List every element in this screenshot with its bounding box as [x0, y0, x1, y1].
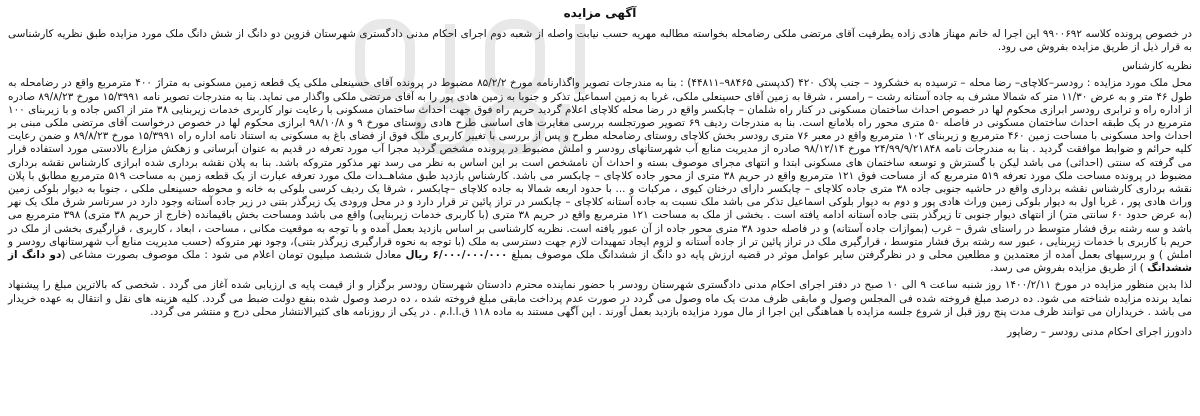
expert-opinion-text-end: ) از طریق مزایده بفروش می رسد. — [990, 262, 1148, 275]
share-phrase: دو دانگ از ششدانگ — [8, 249, 1192, 275]
auction-details-paragraph: لذا بدین منظور مزایده در مورخ ۱۴۰۰/۲/۱۱ روز شنبه ساعت ۹ الی ۱۰ صبح در دفتر اجرای احکام مدنی دادگستری شهرستان رودسر با حضور نماینده محترم دادستان شهرستان رودسر برگزار و از قیمت پایه ی ارزیابی شده آغاز می گردد . شخصی که بالاترین مبلغ را پیشنهاد نماید برنده مزایده شناخته می شود. ده درصد مبلغ فروخته شده فی المجلس وصول و مابقی ظرف مدت یک ماه وصول می گردد در صورت عدم پرداخت مابقی مبلغ فروخته شده ، ده درصد وصول شده بنفع دولت ضبط می گردد. کلیه هزینه های نقل و انتقال به عهده خریدار می باشد . خریداران می توانند ظرف مدت پنج روز قبل از شروع جلسه مزایده با هماهنگی این اجرا از مال مورد مزایده بازدید بعمل آورند . این آگهی مستند به ماده ۱۱۸ ق.ا.ا.م . در یکی از روزنامه های کثیرالانتشار محلی درج و منتشر می گردد. — [8, 279, 1192, 318]
notice-title: آگهی مزایده — [563, 6, 637, 20]
expert-opinion-paragraph — [8, 77, 1192, 275]
intro-paragraph: در خصوص پرونده کلاسه ۹۹۰۰۶۹۲ این اجرا له خانم مهناز هادی زاده یطرفیت آقای مرتضی ملکی رضامحله بخواسته مطالبه مهریه حسب نیابت واصله از شعبه دوم اجرای احکام مدنی دادگستری شهرستان قزوین دو دانگ از شش دانگ ملک مورد مزایده طبق نظریه کارشناسی به قرار ذیل از طریق مزایده بفروش می رود. — [8, 28, 1192, 54]
expert-opinion-text-continued: معادل ششصد میلیون تومان اعلام می شود : ملک موصوف بصورت مشاعی ( — [61, 249, 406, 262]
signature-line: دادورز اجرای احکام مدنی رودسر – رضاپور — [1007, 326, 1192, 339]
base-price-amount: ۶/۰۰۰/۰۰۰/۰۰۰ ریال — [405, 249, 508, 262]
section-heading-expert-opinion: نظریه کارشناس — [1122, 60, 1192, 73]
expert-opinion-text: محل ملک مورد مزایده : رودسر–کلاچای– رضا محله – ترسیده به خشکرود – جنب پلاک ۴۲۰ (کدپستی ۹۸۴۶۵–۴۴۸۱۱) : بنا به مندرجات تصویر واگذارنامه مورخ ۸۵/۲/۲ مضبوط در پرونده آقای حسینعلی ملکی یک قطعه زمین مسکونی به متراژ ۴۰۰ مترمربع واقع در رضامحله به طول ۴۶ متر و به عرض ۱۱/۳۰ متر که شمالا مشرف به جاده آستانه رشت – رامسر ، شرقا به زمین آقای حسینعلی ملکی، غربا به زمین اسماعیل تذکر و جنوبا به زمین هادی پور را به آقای مرتضی ملکی واگذار می نماید. بنا به مندرجات تصویر نامه ۱۵/۳۹۹۱ مورخ ۸۹/۸/۲۳ صادره از اداره راه و ترابری رودسر ابرازی محکوم لها در خصوص احداث ساختمان مسکونی در کنار راه شلمان – چابکسر واقع در رضا محله کلاچای اعلام گردید حریم راه فوق جهت احداث ساختمان مسکونی با رعایت نوار کاربری خدمات زیربنایی ۳۸ متر از اکس جاده و با زیربنای ۱۰۰ مترمربع در یک طبقه احداث ساختمان مسکونی در فاصله ۵۰ متری محور راه بلامانع است. بنا به مندرجات ردیف ۶۹ تصویر صورتجلسه بررسی مغایرت های اساسی طرح هادی روستای مورخ ۹ و ۹۸/۱۰/۸ ابرازی محکوم لها در خصوص درخواست آقای مرتضی ملکی مبنی بر احداث واحد مسکونی با مساحت زمین ۴۶۰ مترمربع و زیربنای ۱۰۲ مترمربع واقع در معبر ۷۶ متری رودسر بخش کلاچای روستای رضامحله مطرح و پس از بررسی با تغییر کاربری ملک فوق از فضای باغ به مسکونی به استناد نامه اداره راه ۱۵/۳۹۹۱ مورخ ۸۹/۸/۲۳ و ضمن رعایت کلیه حرائم و ضوابط موافقت گردید . بنا به مندرجات نامه ۲۴/۹۹/۹/۲۱۸۴۸ مورخ ۹۸/۱۲/۱۴ صادره از مدیریت منابع آب شهرستانهای رودسر و املش مضبوط در پرونده مشخص گردید مجرا آب مورد تعرفه در قدیم به عنوان آبرسانی و زهکش مزارع بالادستی مورد استفاده قرار می گرفته که سنتی (احداثی) می باشد لیکن با گسترش و توسعه ساختمان های مسکونی ابتدا و انتهای مجرای موصوف بسته و احداث آن نامشخص است بر این اساس به نظر می رسد نهر مذکور متروکه باشد. بنا به پلان نقشه برداری شده ابرازی کارشناس نقشه برداری مضبوط در پرونده مساحت ملک مورد تعرفه ۵۱۹ مترمربع که از مساحت فوق ۱۲۱ مترمربع واقع در حریم ۳۸ متری از محور جاده کلاچای – چابکسر می باشد. کارشناس بازدید طبق مشاهــدات ملک مورد تعرفه عبارت از یک قطعه زمین به مساحت ۵۱۹ مترمربع مطابق با پلان نقشه برداری کارشناس نقشه برداری واقع در حاشیه جنوبی جاده ۳۸ متری جاده کلاچای – چابکسر دارای درختان کیوی ، مرکبات و ... با حدود اربعه شمالا به جاده کلاچای –چابکسر ، شرقا یک ردیف کرسی بلوکی به خانه و محوطه حسینعلی ملکی ، جنوبا به دیوار بلوکی زمین وراث هادی پور ، غربا اول به دیوار بلوکی زمین وراث هادی پور و دوم به دیوار بلوکی اسماعیل تذکر می باشد ملک نسبت به جاده آستانه کلاچای – چابکسر در تراز پائین تر قرار دارد و در محل ورودی یک زیرگذر بتنی در زیر جاده آستانه وجود دارد در سرتاسر شرق ملک یک نهر (به عرض حدود ۶۰ سانتی متر) از انتهای دیوار جنوبی تا زیرگذر بتنی جاده آستانه ادامه یافته است . بخشی از ملک به مساحت ۱۲۱ مترمربع واقع در حریم ۳۸ متری (با کاربری خدمات زیربنایی) واقع می باشد ومساحت بخش باقیمانده (خارج از حریم ۳۸ متری) ۳۹۸ مترمربع می باشد و سه رشته برق فشار متوسط در راستای شرق – غرب (بموازات جاده آستانه) و در فاصله حدود ۳۸ متری محور جاده از آن عبور یافته است. نظریه کارشناسی بر اساس بازدید بعمل آمده و با توجه به موقعیت مکانی ، مساحت ، ابعاد ، کاربری ، قرارگیری بخشی از ملک در حریم با کاربری با خدمات زیربنایی ، عبور سه رشته برق فشار متوسط ، قرارگیری ملک در تراز پائین تر از جاده آستانه و لزوم ایجاد تمهیدات لازم جهت دسترسی به ملک (با توجه به نحوه قرارگیری زیرگذر بتنی)، وجود نهر متروکه (حسب مدیریت منابع آب شهرستانهای رودسر و املش ) و بررسیهای بعمل آمده از معتمدین و مطلعین محلی و در نظرگرفتن سایر عوامل موثر در قضیه ارزش پایه دو دانگ از ششدانگ ملک موصوف بمبلغ — [8, 77, 1193, 262]
